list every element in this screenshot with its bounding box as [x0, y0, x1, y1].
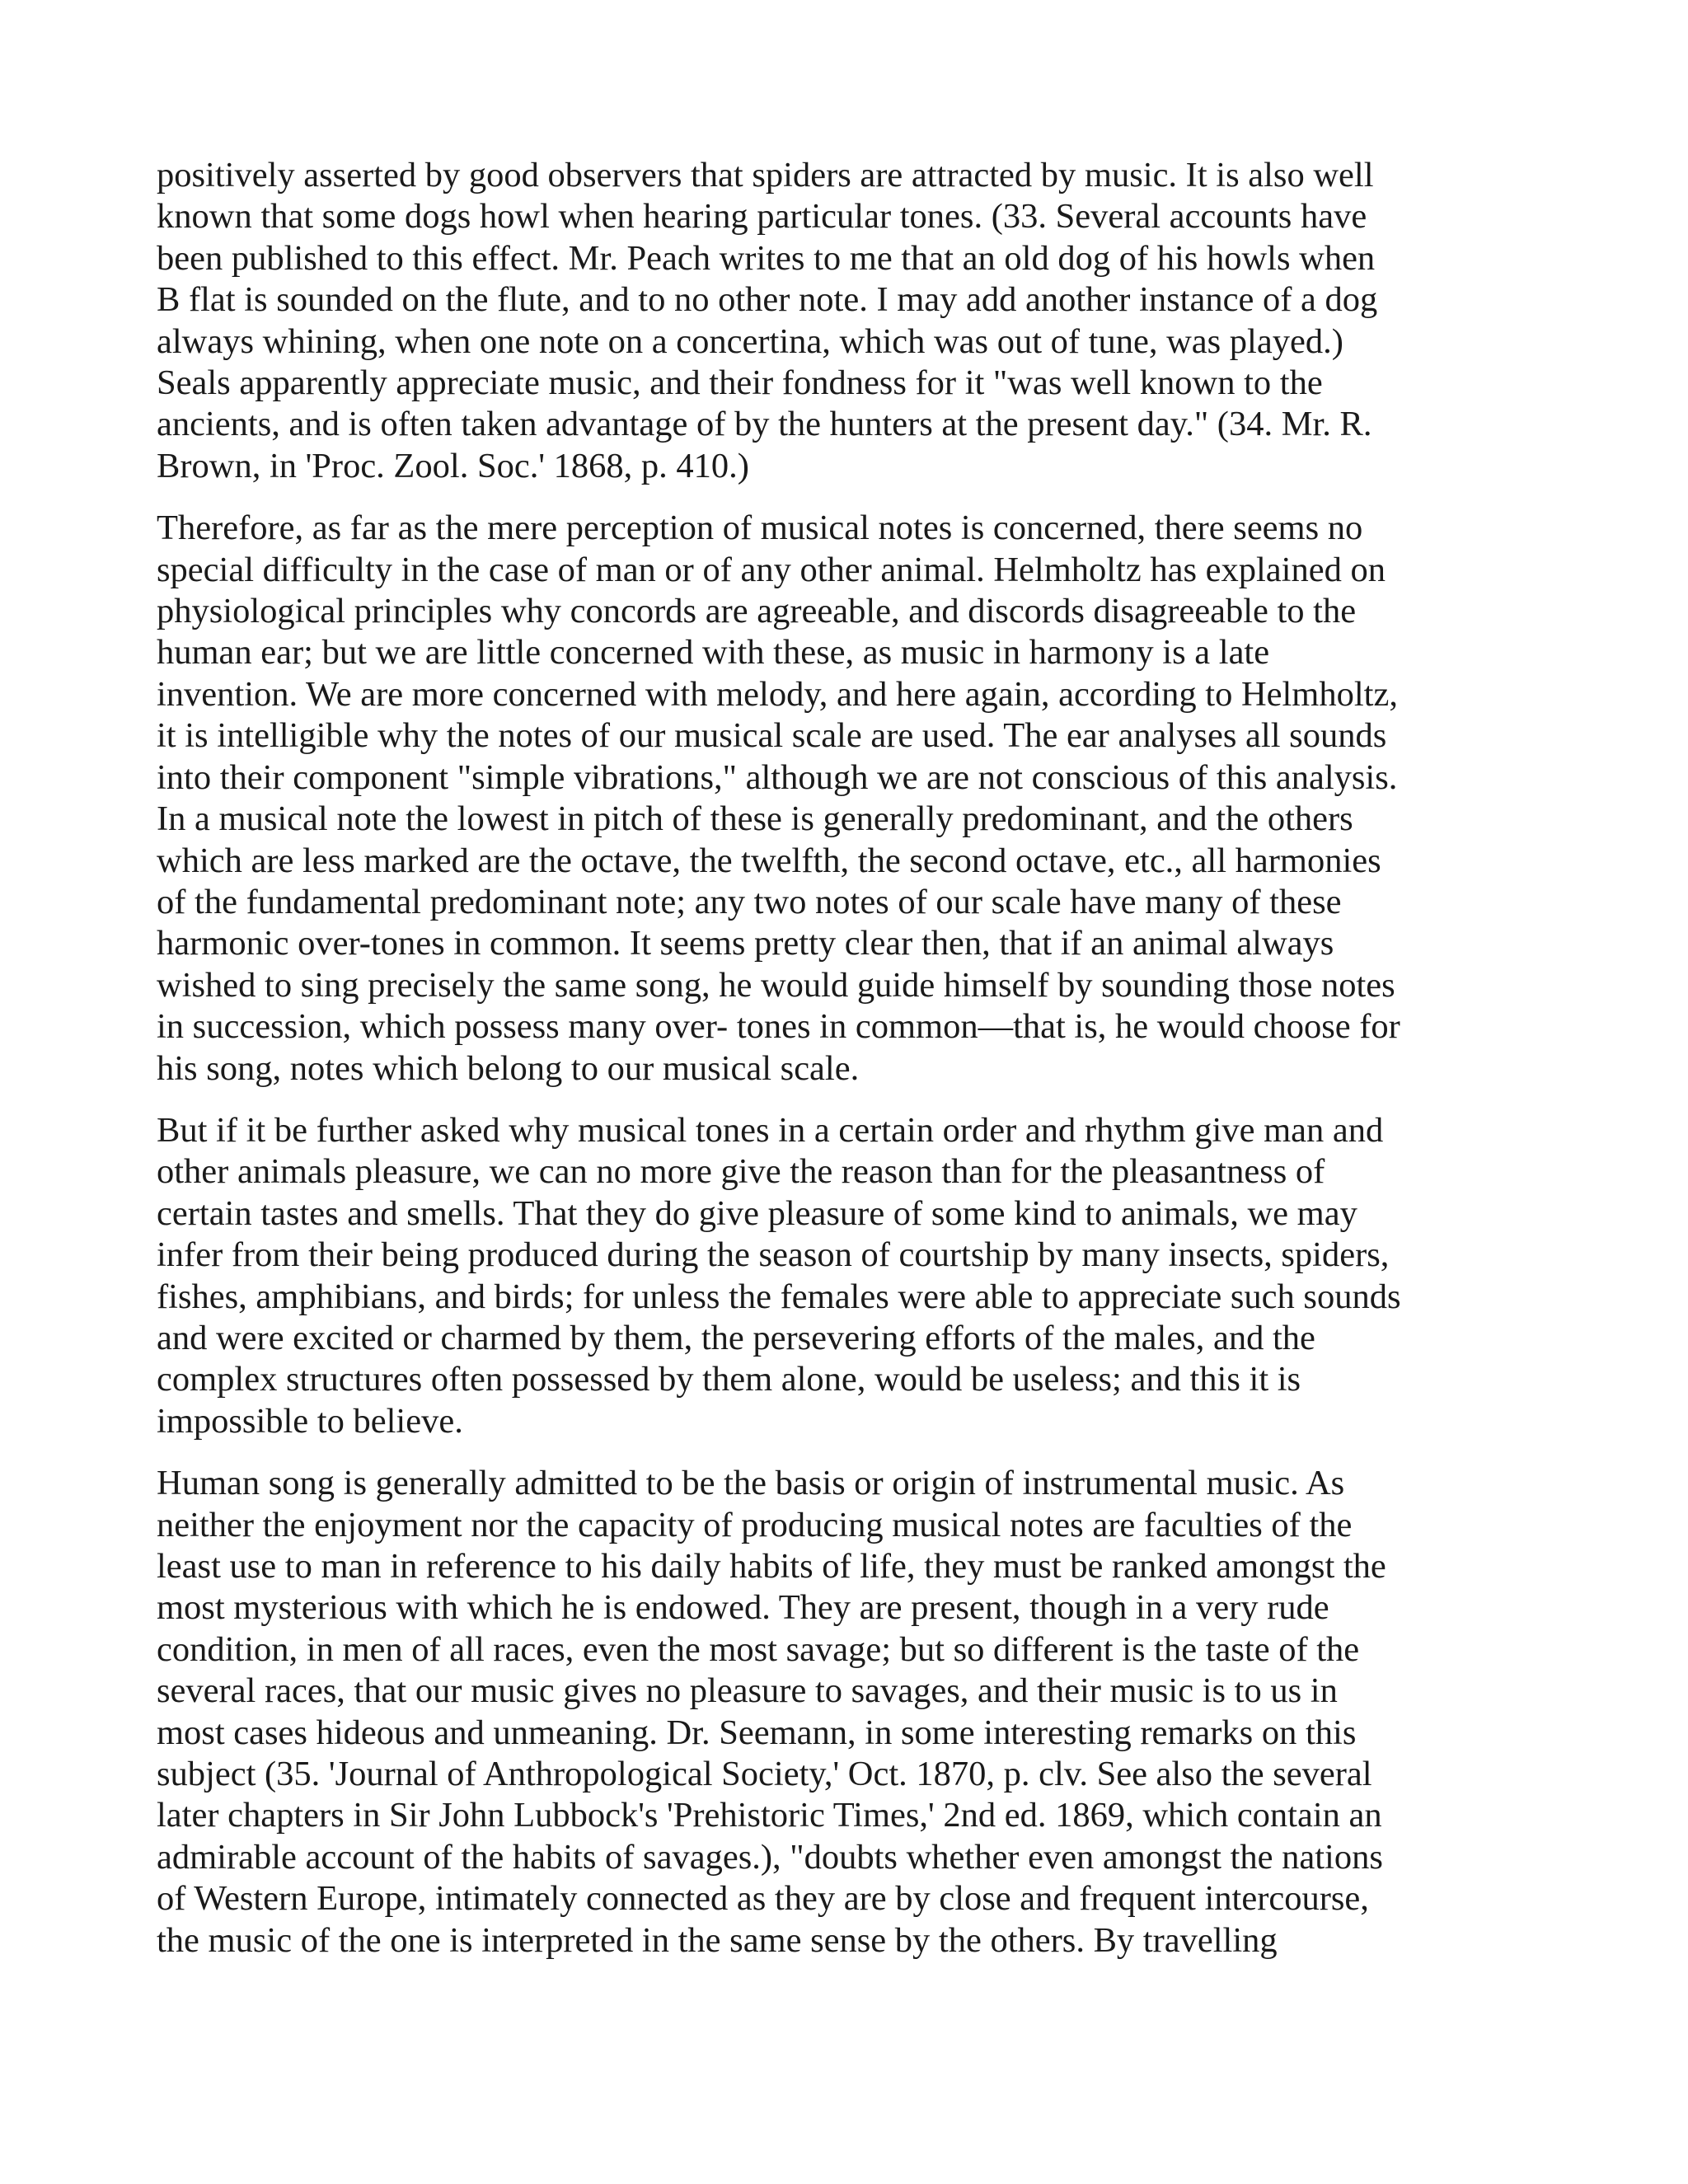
paragraph-4: Human song is generally admitted to be the basis or origin of instrumental music. As neither the enjoyment nor the capacity of producing musical notes are faculties of the least use to man in reference to his daily habits of life, they must be ranked amongst the most mysterious with which he is endowed. They are present, though in a very rude condition, in men of all races, even the most savage; but so different is the taste of the several races, that our music gives no pleasure to savages, and their music is to us in most cases hideous and unmeaning. Dr. Seemann, in some interesting remarks on this subject (35. 'Journal of Anthropological Society,' Oct. 1870, p. clv. See also the several later chapters in Sir John Lubbock's 'Prehistoric Times,' 2nd ed. 1869, which contain an admirable account of the habits of savages.), "doubts whether even amongst the nations of Western Europe, intimately connected as they are by close and frequent intercourse, the music of the one is interpreted in the same sense by the others. By travelling	[157, 1464, 1386, 1960]
paragraph-1: positively asserted by good observers that spiders are attracted by music. It is also well known that some dogs howl when hearing particular tones. (33. Several accounts have been published to this effect. Mr. Peach writes to me that an old dog of his howls when B flat is sounded on the flute, and to no other note. I may add another instance of a dog always whining, when one note on a concertina, which was out of tune, was played.) Seals apparently appreciate music, and their fondness for it "was well known to the ancients, and is often taken advantage of by the hunters at the present day." (34. Mr. R. Brown, in 'Proc. Zool. Soc.' 1868, p. 410.)	[157, 156, 1378, 485]
paragraph-3: But if it be further asked why musical tones in a certain order and rhythm give man and other animals pleasure, we can no more give the reason than for the pleasantness of certain tastes and smells. That they do give pleasure of some kind to animals, we may infer from their being produced during the season of courtship by many insects, spiders, fishes, amphibians, and birds; for unless the females were able to appreciate such sounds and were excited or charmed by them, the persevering efforts of the males, and the complex structures often possessed by them alone, would be useless; and this it is impossible to believe.	[157, 1110, 1401, 1441]
document-page	[157, 155, 1541, 1982]
paragraph-2: Therefore, as far as the mere perception of musical notes is concerned, there seems no special difficulty in the case of man or of any other animal. Helmholtz has explained on physiological principles why concords are agreeable, and discords disagreeable to the human ear; but we are little concerned with these, as music in harmony is a late invention. We are more concerned with melody, and here again, according to Helmholtz, it is intelligible why the notes of our musical scale are used. The ear analyses all sounds into their component "simple vibrations," although we are not conscious of this analysis. In a musical note the lowest in pitch of these is generally predominant, and the others which are less marked are the octave, the twelfth, the second octave, etc., all harmonies of the fundamental predominant note; any two notes of our scale have many of these harmonic over-tones in common. It seems pretty clear then, that if an animal always wished to sing precisely the same song, he would guide himself by sounding those notes in succession, which possess many over- tones in common—that is, he would choose for his song, notes which belong to our musical scale.	[157, 509, 1400, 1088]
